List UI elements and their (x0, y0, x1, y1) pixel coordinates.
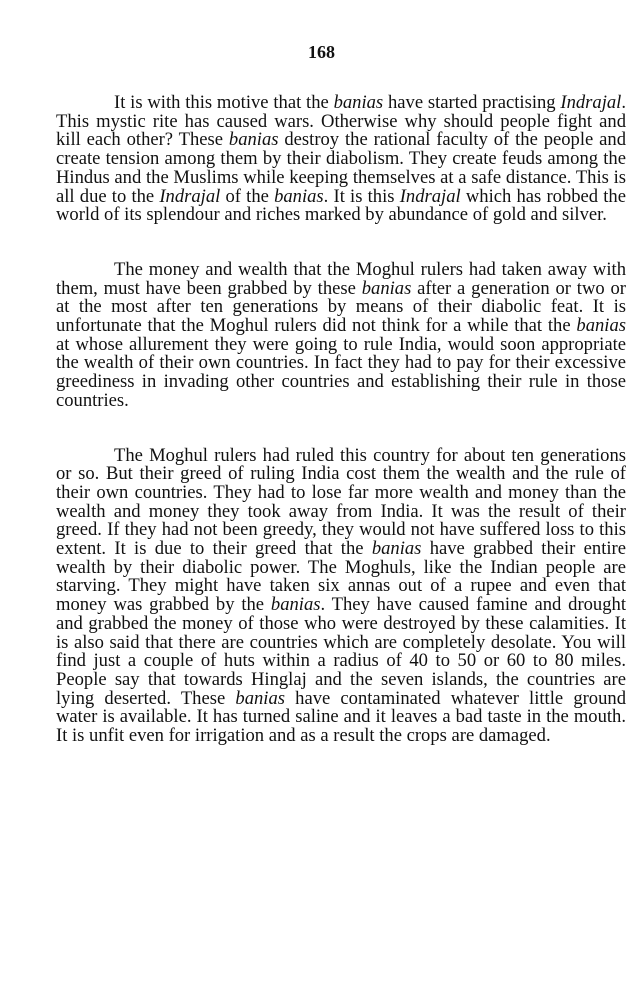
text-run: . They have caused famine and drought and grabbed the money of those who were destroyed by these calamities. It is also said that there are countries which are completely desolate. You will find just a couple of huts within a radius of 40 to 50 or 60 to 80 miles. People say that towards Hinglaj and the seven islands, the countries are lying deserted. These (56, 594, 626, 709)
text-run: have contaminated whatever little ground water is available. It has turned saline and it leaves a bad taste in the mouth. It is unfit even for irrigation and as a result the crops are damaged. (56, 687, 626, 747)
italic-term: banias (270, 594, 321, 616)
paragraph-1 (56, 94, 626, 225)
paragraph-2 (56, 258, 626, 411)
text-run: at whose allurement they were going to rule India, would soon appropriate the wealth of their own countries. In fact they had to pay for their excessive greediness in invading other countries and establishing their rule in those countries. (56, 333, 626, 411)
body-text (56, 94, 626, 782)
italic-term: Indrajal (159, 185, 221, 207)
italic-term: banias (361, 277, 412, 299)
italic-term: banias (371, 538, 422, 560)
text-run: destroy the rational faculty of the people and create tension among them by their diabolism. They create feuds among the Hindus and the Muslims while keeping themselves at a safe distance. This is all due to the (56, 129, 626, 207)
text-run: of the (220, 185, 275, 207)
text-run: which has robbed the world of its splendour and riches marked by abundance of gold and silver. (56, 185, 626, 226)
italic-term: Indrajal (399, 185, 461, 207)
italic-term: banias (274, 185, 324, 207)
italic-term: banias (333, 92, 384, 113)
italic-term: Indrajal (560, 92, 622, 113)
paragraph-3 (56, 444, 626, 747)
text-run: . It is this (323, 185, 400, 207)
text-run: have started practising (383, 92, 561, 113)
italic-term: banias (576, 315, 626, 337)
text-run: have grabbed their entire wealth by their diabolic power. The Moghuls, like the Indian people are starving. They might have taken six annas out of a rupee and even that money was grabbed by the (56, 538, 626, 616)
text-run: after a generation or two or at the most after ten generations by means of their diabolic feat. It is unfortunate that the Moghul rulers did not think for a while that the (56, 277, 626, 337)
text-run: It is with this motive that the (114, 92, 334, 113)
italic-term: banias (235, 687, 285, 709)
page-number: 168 (308, 42, 335, 62)
text-run: The Moghul rulers had ruled this country for about ten generations or so. But their greed of ruling India cost them the wealth and the rule of their own countries. They had to lose far more wealth and money than the wealth and money they took away from India. It was the result of their greed. If they had not been greedy, they would not have suffered loss to this extent. It is due to their greed that the (56, 444, 626, 560)
italic-term: banias (228, 129, 279, 151)
text-run: The money and wealth that the Moghul rulers had taken away with them, must have been grabbed by these (56, 258, 626, 299)
text-run: . This mystic rite has caused wars. Otherwise why should people fight and kill each other? These (56, 92, 626, 151)
